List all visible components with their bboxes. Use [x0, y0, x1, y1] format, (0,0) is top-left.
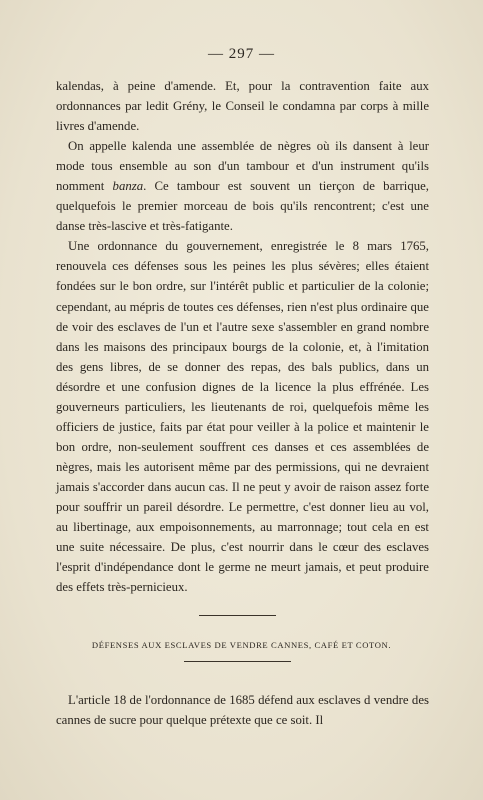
bottom-text — [56, 690, 429, 730]
divider-rule-top — [199, 615, 276, 616]
paragraph-2 — [56, 136, 429, 236]
paragraph-1: kalendas, à peine d'amende. Et, pour la contravention faite aux ordonnances par ledit Grény, le Conseil le condamna par corps à mille livres d'amende. — [56, 79, 429, 134]
paragraph-4: L'article 18 de l'ordonnance de 1685 défend aux esclaves d vendre des cannes de sucre pour quelque prétexte que ce soit. Il — [56, 693, 429, 728]
paragraph-2-start: On appelle kalenda une assemblée de nègres où ils dansent à leur mode tous ensemble au son d'un tambour et d'un instrument qu'ils nomment — [56, 139, 429, 194]
page-number: — 297 — — [208, 46, 275, 62]
section-heading: DÉFENSES AUX ESCLAVES DE VENDRE CANNES, CAFÉ ET COTON. — [91, 640, 392, 650]
paragraph-2-end: . Ce tambour est souvent un tierçon de barrique, quelquefois le premier morceau de bois qu'ils rencontrent; c'est une danse très-lascive et très-fatigante. — [56, 179, 429, 234]
paragraph-3: Une ordonnance du gouvernement, enregistrée le 8 mars 1765, renouvela ces défenses sous les peines les plus sévères; elles étaient fondées sur le bon ordre, sur l'intérêt public et particulier de la colonie; cependant, au mépris de toutes ces défenses, rien n'est plus ordinaire que de voir des esclaves de l'un et l'autre sexe s'assembler en grand nombre dans les maisons des principaux bourgs de la colonie, et, à l'imitation des gens libres, de se donner des repas, des bals publics, dans un désordre et une confusion dignes de la licence la plus effrénée. Les gouverneurs particuliers, les lieutenants de roi, quelquefois même les officiers de justice, faits par état pour veiller à la police et maintenir le bon ordre, non-seulement souffrent ces danses et ces assemblées de nègres, mais les autorisent même par des permissions, qui ne devraient jamais s'accorder dans aucun cas. Il ne peut y avoir de raison assez forte pour souffrir un pareil désordre. Le permettre, c'est donner lieu au vol, au libertinage, aux empoisonnements, au marronnage; tout cela en est une suite nécessaire. De plus, c'est nourrir dans le cœur des esclaves l'esprit d'indépendance dont le germe ne meurt jamais, et peut produire des effets très-pernicieux. — [56, 239, 429, 595]
divider-rule-bottom — [184, 661, 291, 662]
term-banza: banza — [112, 179, 144, 194]
body-text — [56, 76, 429, 597]
